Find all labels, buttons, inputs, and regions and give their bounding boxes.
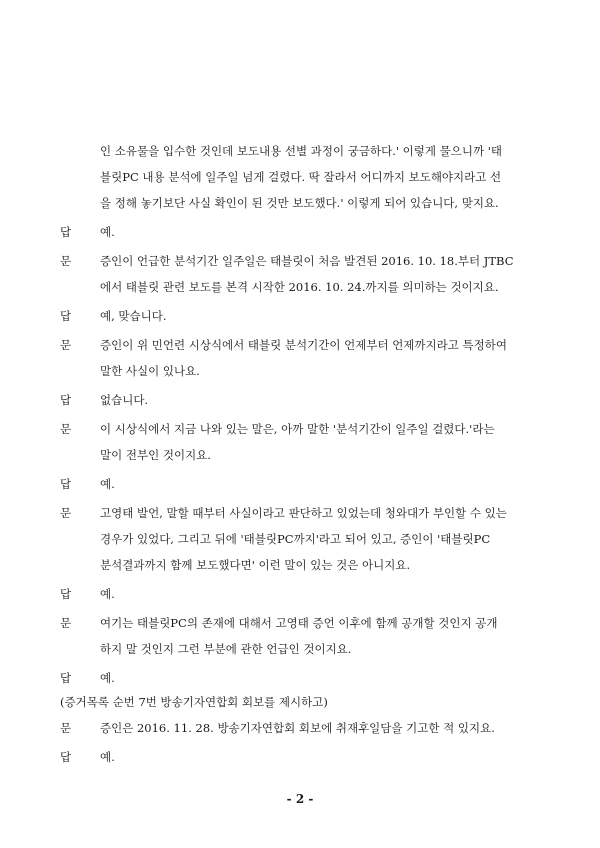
question-text: 증인이 위 민언련 시상식에서 태블릿 분석기간이 언제부터 언제까지라고 특정하여 [100, 338, 507, 352]
question-text: 말이 전부인 것이지요. [100, 448, 211, 462]
question-text: 에서 태블릿 관련 보도를 본격 시작한 2016. 10. 24.까지를 의미하는 것이지요. [100, 280, 499, 294]
question-label: 문 [60, 721, 72, 735]
answer-text: 예. [100, 750, 115, 764]
answer-label: 답 [60, 225, 72, 239]
answer-text: 예. [100, 671, 115, 685]
answer-text: 예. [100, 225, 115, 239]
question-label: 문 [60, 506, 72, 520]
intro-line: 을 정해 놓기보단 사실 확인이 된 것만 보도했다.' 이렇게 되어 있습니다, 맞지요. [100, 196, 499, 210]
answer-text: 예. [100, 477, 115, 491]
answer-text: 없습니다. [100, 393, 149, 407]
answer-label: 답 [60, 393, 72, 407]
question-text: 분석결과까지 함께 보도했다면' 이런 말이 있는 것은 아니지요. [100, 558, 411, 572]
question-text: 말한 사실이 있나요. [100, 364, 200, 378]
answer-label: 답 [60, 309, 72, 323]
question-text: 경우가 있었다, 그리고 뒤에 '태블릿PC까지'라고 되어 있고, 증인이 '태블릿PC [100, 532, 491, 546]
answer-label: 답 [60, 587, 72, 601]
answer-text: 예, 맞습니다. [100, 309, 167, 323]
question-label: 문 [60, 422, 72, 436]
evidence-note: (증거목록 순번 7번 방송기자연합회 회보를 제시하고) [60, 695, 328, 709]
question-text: 고영태 발언, 말할 때부터 사실이라고 판단하고 있었는데 청와대가 부인할 수 있는 [100, 506, 507, 520]
intro-line: 인 소유물을 입수한 것인데 보도내용 선별 과정이 궁금하다.' 이렇게 물으니까 '태 [100, 144, 503, 158]
intro-line: 블릿PC 내용 분석에 일주일 넘게 걸렸다. 딱 잘라서 어디까지 보도해야지라고 선 [100, 170, 502, 184]
page-number: - 2 - [286, 792, 314, 806]
question-text: 하지 말 것인지 그런 부분에 관한 언급인 것이지요. [100, 642, 352, 656]
question-text: 증인은 2016. 11. 28. 방송기자연합회 회보에 취재후일담을 기고한 적 있지요. [100, 721, 495, 735]
answer-text: 예. [100, 587, 115, 601]
question-label: 문 [60, 338, 72, 352]
question-label: 문 [60, 254, 72, 268]
answer-label: 답 [60, 750, 72, 764]
answer-label: 답 [60, 671, 72, 685]
question-text: 여기는 태블릿PC의 존재에 대해서 고영태 증언 이후에 함께 공개할 것인지 공개 [100, 616, 498, 630]
answer-label: 답 [60, 477, 72, 491]
question-text: 이 시상식에서 지금 나와 있는 말은, 아까 말한 '분석기간이 일주일 걸렸다.'라는 [100, 422, 495, 436]
question-label: 문 [60, 616, 72, 630]
question-text: 증인이 언급한 분석기간 일주일은 태블릿이 처음 발견된 2016. 10. 18.부터 JTBC [100, 254, 514, 268]
